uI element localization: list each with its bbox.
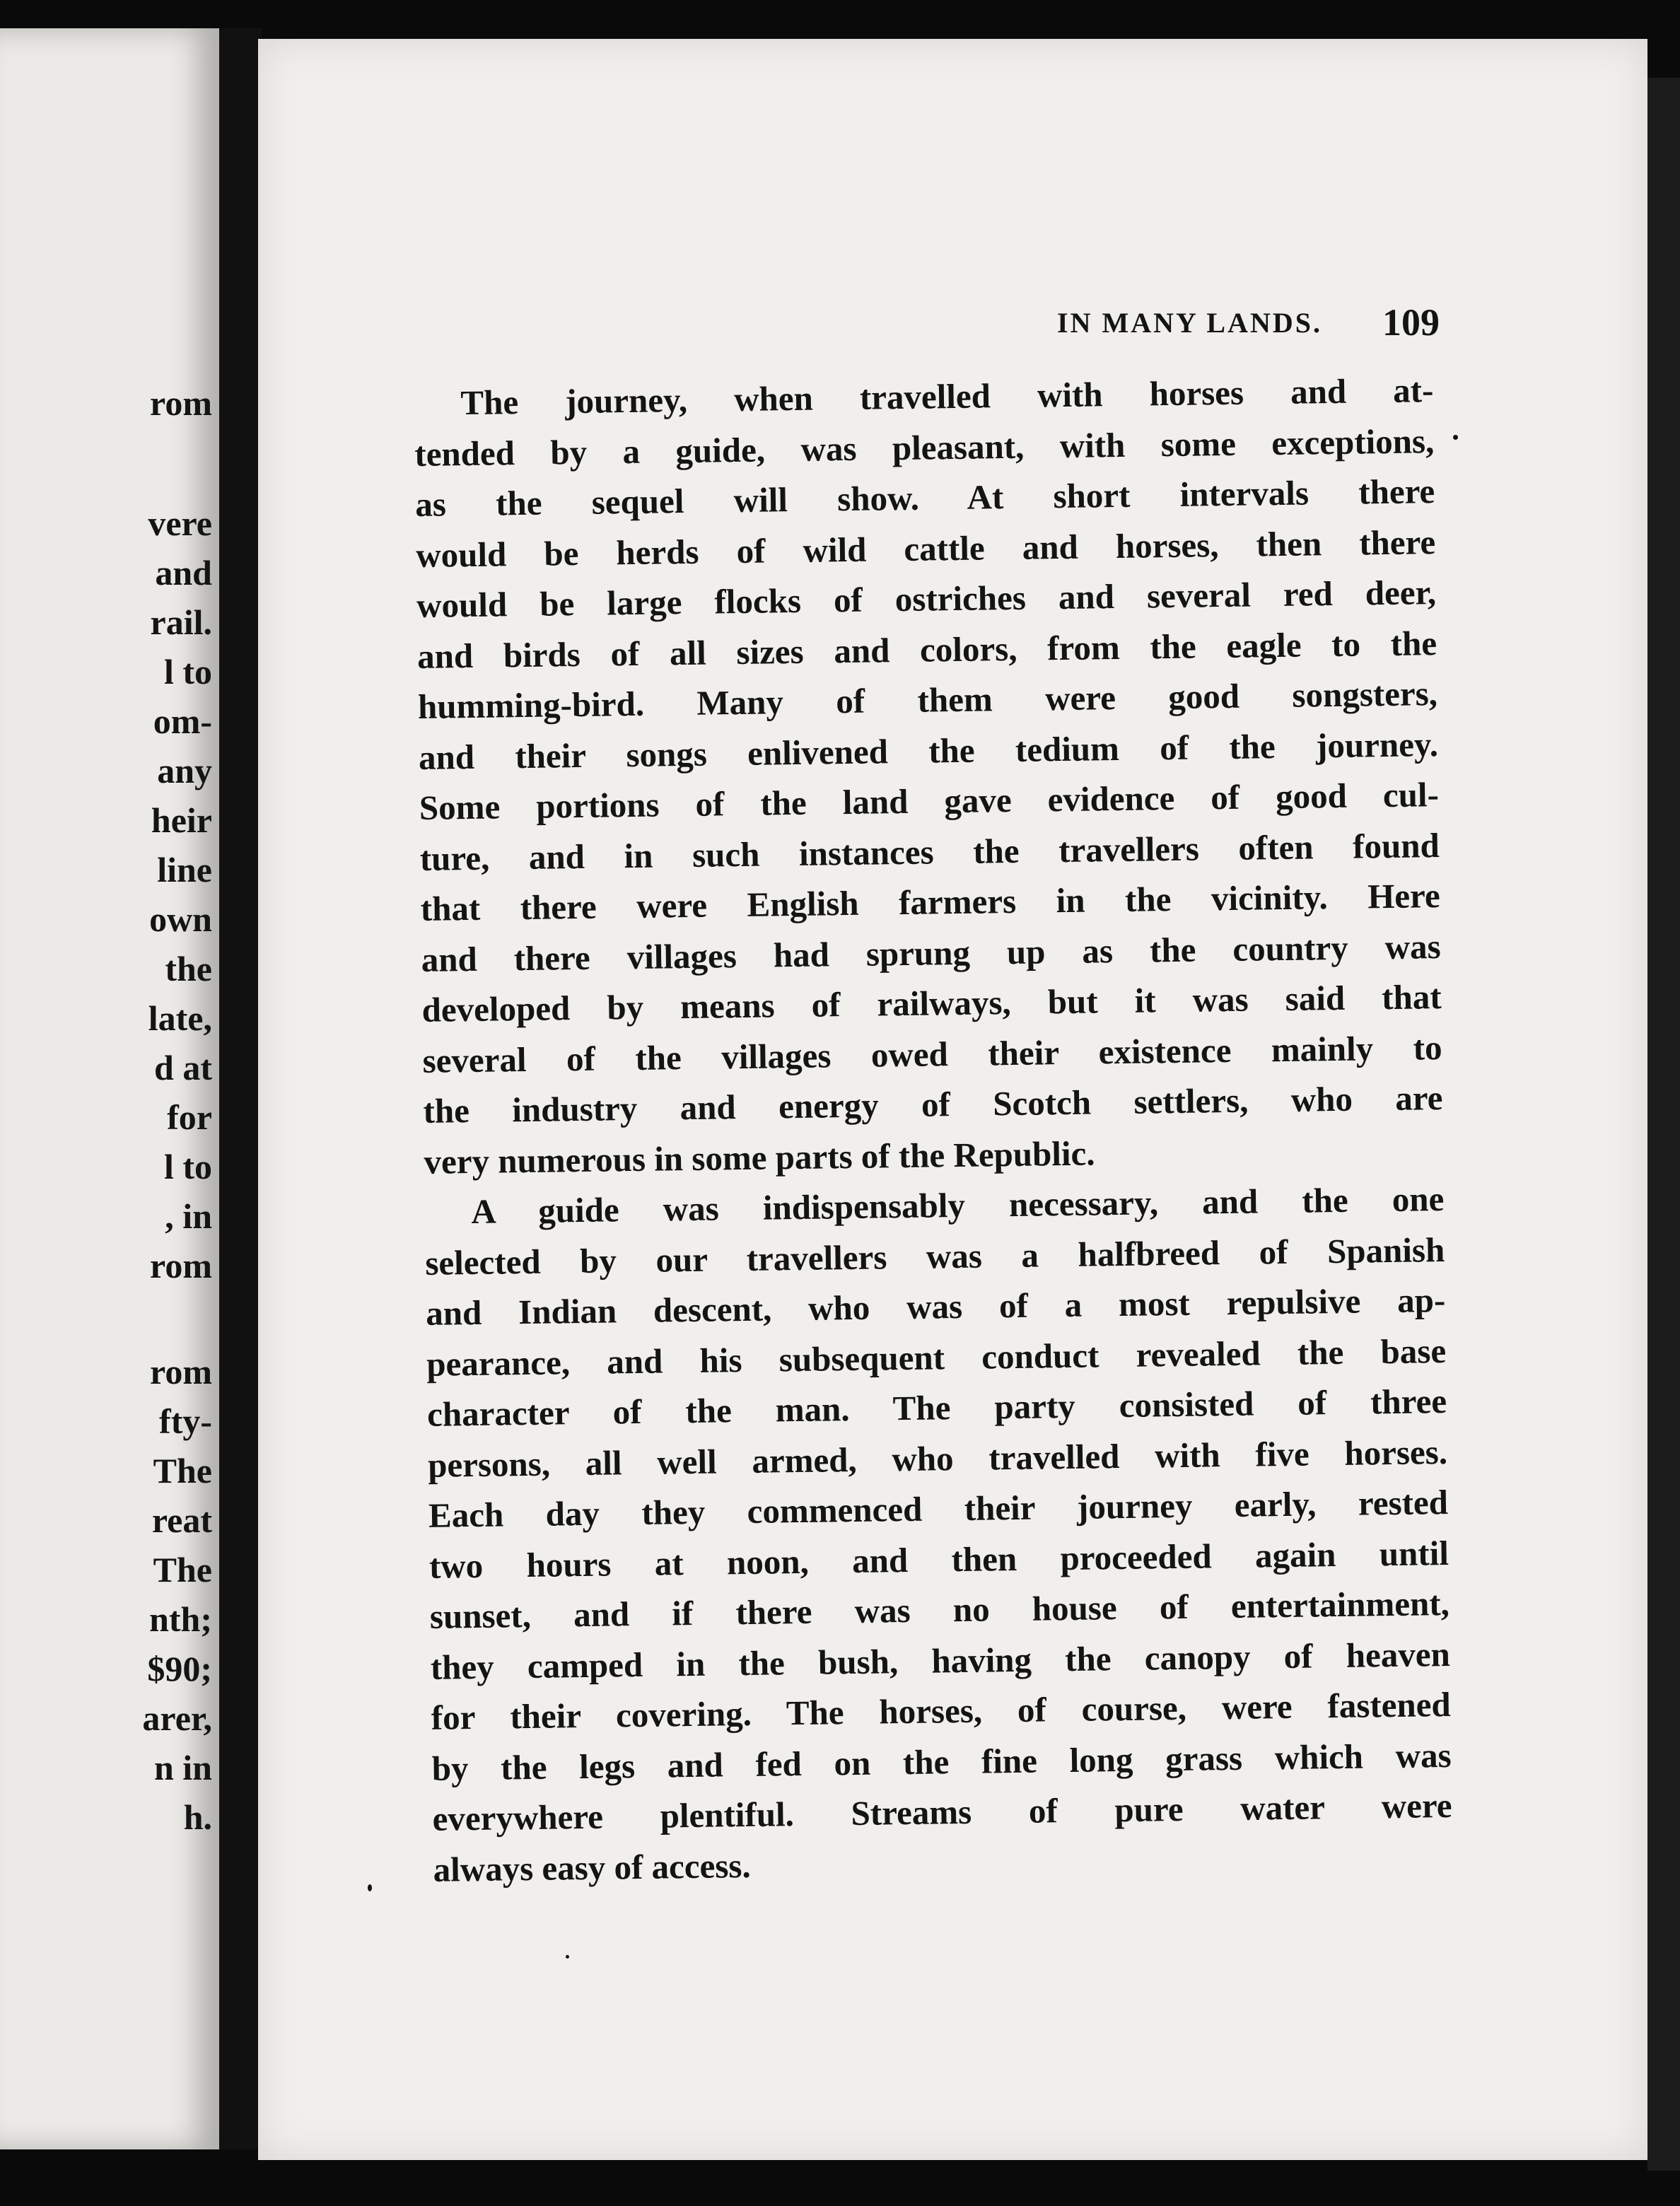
running-head: IN MANY LANDS. xyxy=(1057,307,1322,339)
facing-page-fragment: n in xyxy=(153,1748,212,1787)
facing-page-fragment: The xyxy=(153,1451,212,1490)
text-line: and their songs enlivened the tedium of the journey. xyxy=(418,724,1439,777)
text-line: would be herds of wild cattle and horses, then there xyxy=(415,522,1436,575)
facing-page xyxy=(0,28,219,2149)
facing-page-fragment: The xyxy=(153,1550,212,1589)
book-gutter xyxy=(219,28,262,2149)
text-line: A guide was indispensably necessary, and the one xyxy=(471,1179,1445,1232)
text-line: tended by a guide, was pleasant, with some exceptions, xyxy=(414,421,1435,474)
facing-page-fragment: any xyxy=(157,751,212,790)
text-line: pearance, and his subsequent conduct revealed the base xyxy=(426,1331,1447,1384)
facing-page-fragment: om- xyxy=(153,701,212,741)
facing-page-fragment: rom xyxy=(150,1246,212,1285)
facing-page-fragment: rail. xyxy=(150,602,212,642)
text-line: sunset, and if there was no house of entertainment, xyxy=(429,1583,1450,1636)
facing-page-fragment: fty- xyxy=(159,1401,212,1441)
facing-page-fragment: d at xyxy=(154,1048,212,1087)
facing-page-fragment: line xyxy=(157,850,212,889)
ink-speck xyxy=(1453,435,1458,440)
facing-page-fragment: for xyxy=(167,1097,212,1137)
text-line: very numerous in some parts of the Republic. xyxy=(424,1133,1095,1181)
facing-page-fragment: late, xyxy=(148,998,212,1038)
paragraph-1 xyxy=(414,365,1444,1187)
facing-page-fragment: the xyxy=(165,949,212,988)
text-line: by the legs and fed on the fine long grass which was xyxy=(431,1735,1452,1788)
text-line: and birds of all sizes and colors, from the eagle to the xyxy=(416,623,1437,676)
text-line: Each day they commenced their journey early, rested xyxy=(428,1482,1449,1535)
ink-speck xyxy=(368,1884,372,1891)
text-line: always easy of access. xyxy=(433,1845,752,1889)
facing-page-fragment: rom xyxy=(150,1352,212,1391)
facing-page-fragment: $90; xyxy=(147,1649,212,1688)
facing-page-fragment: arer, xyxy=(142,1698,212,1738)
text-line: selected by our travellers was a halfbreed of Spanish xyxy=(425,1230,1445,1283)
page-edge xyxy=(1647,78,1680,2171)
text-line: character of the man. The party consisted of three xyxy=(426,1382,1447,1434)
book-page xyxy=(258,39,1647,2160)
facing-page-fragment: reat xyxy=(151,1500,212,1540)
facing-page-fragment: , in xyxy=(165,1196,212,1236)
text-line: two hours at noon, and then proceeded again until xyxy=(428,1533,1449,1586)
text-line: for their covering. The horses, of course, were fastened xyxy=(431,1684,1452,1737)
text-line: The journey, when travelled with horses and at- xyxy=(460,370,1434,423)
facing-page-fragment: h. xyxy=(183,1797,212,1837)
text-line: would be large flocks of ostriches and several red deer, xyxy=(416,573,1437,625)
facing-page-fragment: and xyxy=(155,553,212,593)
text-line: the industry and energy of Scotch settlers, who are xyxy=(423,1078,1443,1131)
text-line: developed by means of railways, but it was said that xyxy=(421,977,1442,1029)
text-line: as the sequel will show. At short intervals there xyxy=(414,472,1435,524)
text-line: persons, all well armed, who travelled with five horses. xyxy=(427,1432,1448,1485)
text-line: humming-bird. Many of them were good songsters, xyxy=(417,674,1438,726)
text-line: several of the villages owed their existence mainly to xyxy=(422,1027,1442,1080)
text-line: Some portions of the land gave evidence of good cul- xyxy=(419,775,1440,827)
text-line: everywhere plentiful. Streams of pure water were xyxy=(432,1785,1452,1838)
facing-page-fragment: l to xyxy=(163,1147,212,1186)
ink-speck xyxy=(566,1955,569,1959)
text-line: they camped in the bush, having the canopy of heaven xyxy=(430,1634,1451,1687)
page-header xyxy=(258,301,1647,349)
page-number: 109 xyxy=(1382,301,1440,344)
facing-page-fragment: heir xyxy=(151,800,212,840)
body-text xyxy=(414,365,1453,1895)
text-line: and Indian descent, who was of a most repulsive ap- xyxy=(425,1280,1446,1333)
facing-page-fragment: l to xyxy=(163,652,212,691)
text-line: ture, and in such instances the travellers often found xyxy=(419,825,1440,878)
text-line: that there were English farmers in the vicinity. Here xyxy=(420,876,1441,928)
facing-page-fragment: rom xyxy=(150,383,212,423)
facing-page-fragment: own xyxy=(149,899,212,939)
text-line: and there villages had sprung up as the country was xyxy=(421,926,1441,979)
facing-page-fragment: nth; xyxy=(149,1599,212,1639)
facing-page-fragment: vere xyxy=(148,503,212,543)
paragraph-2 xyxy=(424,1174,1453,1895)
